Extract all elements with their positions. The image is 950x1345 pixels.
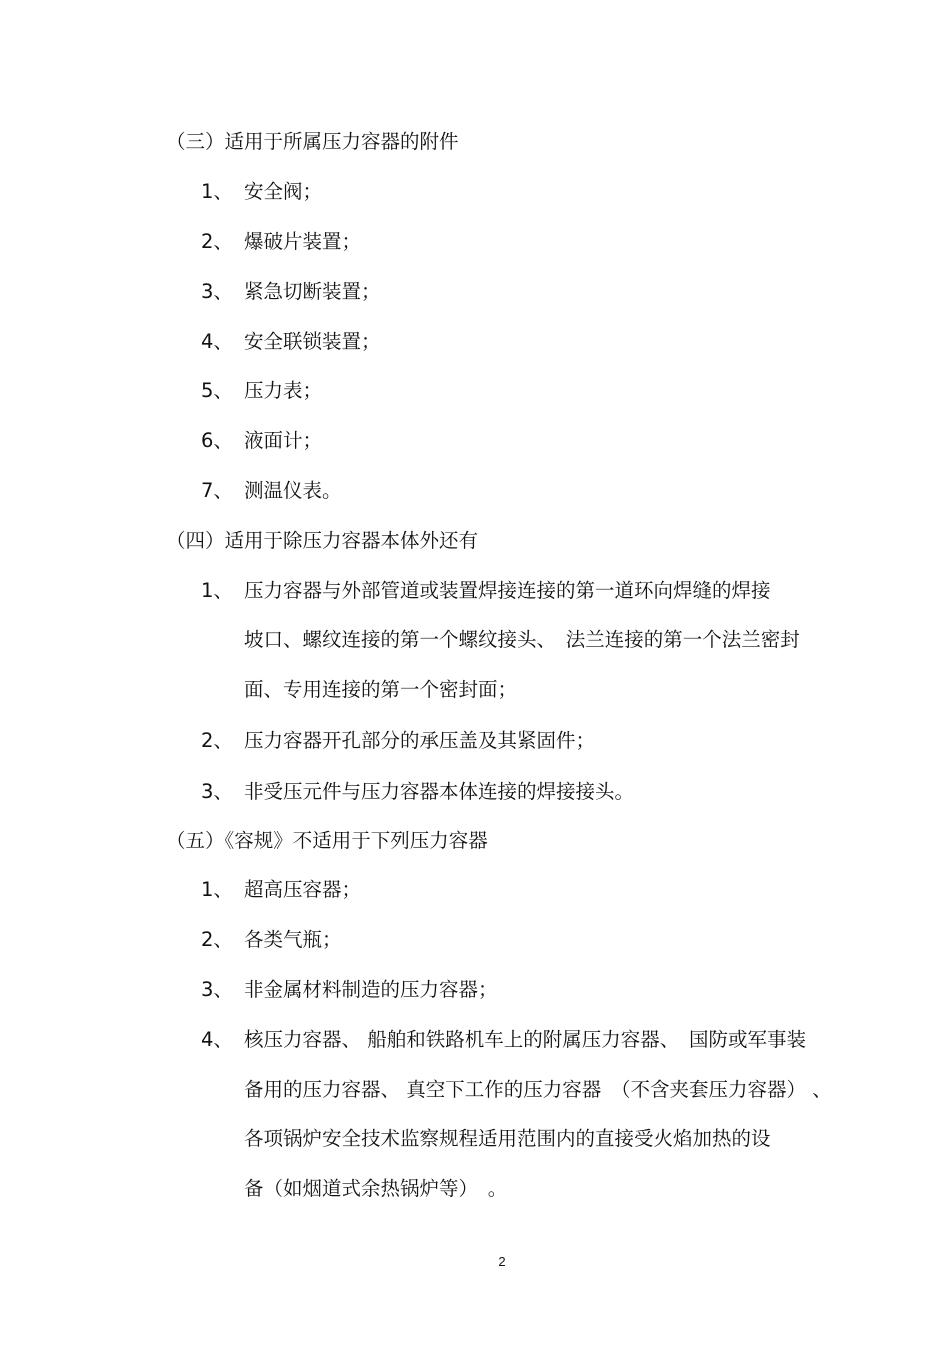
list-item-text: 安全联锁装置； [244, 330, 381, 353]
list-item-number: 5、 [201, 379, 233, 402]
list-item-text: 安全阀； [244, 180, 323, 203]
list-item-number: 2、 [201, 729, 233, 752]
list-item-number: 2、 [201, 928, 233, 951]
list-item-number: 2、 [201, 230, 233, 253]
list-item-number: 1、 [201, 579, 233, 602]
list-item-text: 压力容器与外部管道或装置焊接连接的第一道环向焊缝的焊接 [244, 579, 771, 602]
list-item-text: 爆破片装置； [244, 230, 362, 253]
section-3-heading: （三）适用于所属压力容器的附件 [166, 130, 459, 153]
list-item-text-continued: 备用的压力容器、 真空下工作的压力容器 （不含夹套压力容器） 、 [244, 1078, 832, 1101]
list-item-text-continued: 面、专用连接的第一个密封面； [244, 678, 518, 701]
list-item-text: 压力表； [244, 379, 323, 402]
list-item-number: 1、 [201, 878, 233, 901]
list-item-number: 3、 [201, 978, 233, 1001]
list-item-text: 测温仪表。 [244, 479, 342, 502]
list-item-text: 压力容器开孔部分的承压盖及其紧固件； [244, 729, 596, 752]
list-item-number: 4、 [201, 1028, 233, 1051]
list-item-number: 7、 [201, 479, 233, 502]
list-item-text: 核压力容器、 船舶和铁路机车上的附属压力容器、 国防或军事装 [244, 1028, 806, 1051]
list-item-text: 非受压元件与压力容器本体连接的焊接接头。 [244, 780, 635, 803]
list-item-number: 3、 [201, 280, 233, 303]
list-item-text-continued: 各项锅炉安全技术监察规程适用范围内的直接受火焰加热的设 [244, 1127, 771, 1150]
list-item-text-continued: 坡口、螺纹连接的第一个螺纹接头、 法兰连接的第一个法兰密封 [244, 628, 800, 651]
list-item-text: 各类气瓶； [244, 928, 342, 951]
section-4-heading: （四）适用于除压力容器本体外还有 [166, 529, 479, 552]
section-5-heading: （五）《容规》不适用于下列压力容器 [166, 829, 488, 852]
list-item-number: 4、 [201, 330, 233, 353]
list-item-text: 非金属材料制造的压力容器； [244, 978, 498, 1001]
list-item-number: 3、 [201, 780, 233, 803]
list-item-number: 6、 [201, 429, 233, 452]
list-item-number: 1、 [201, 180, 233, 203]
list-item-text: 液面计； [244, 429, 323, 452]
list-item-text: 紧急切断装置； [244, 280, 381, 303]
list-item-text: 超高压容器； [244, 878, 362, 901]
list-item-text-continued: 备（如烟道式余热锅炉等） 。 [244, 1177, 508, 1200]
page-number: 2 [498, 1254, 506, 1269]
